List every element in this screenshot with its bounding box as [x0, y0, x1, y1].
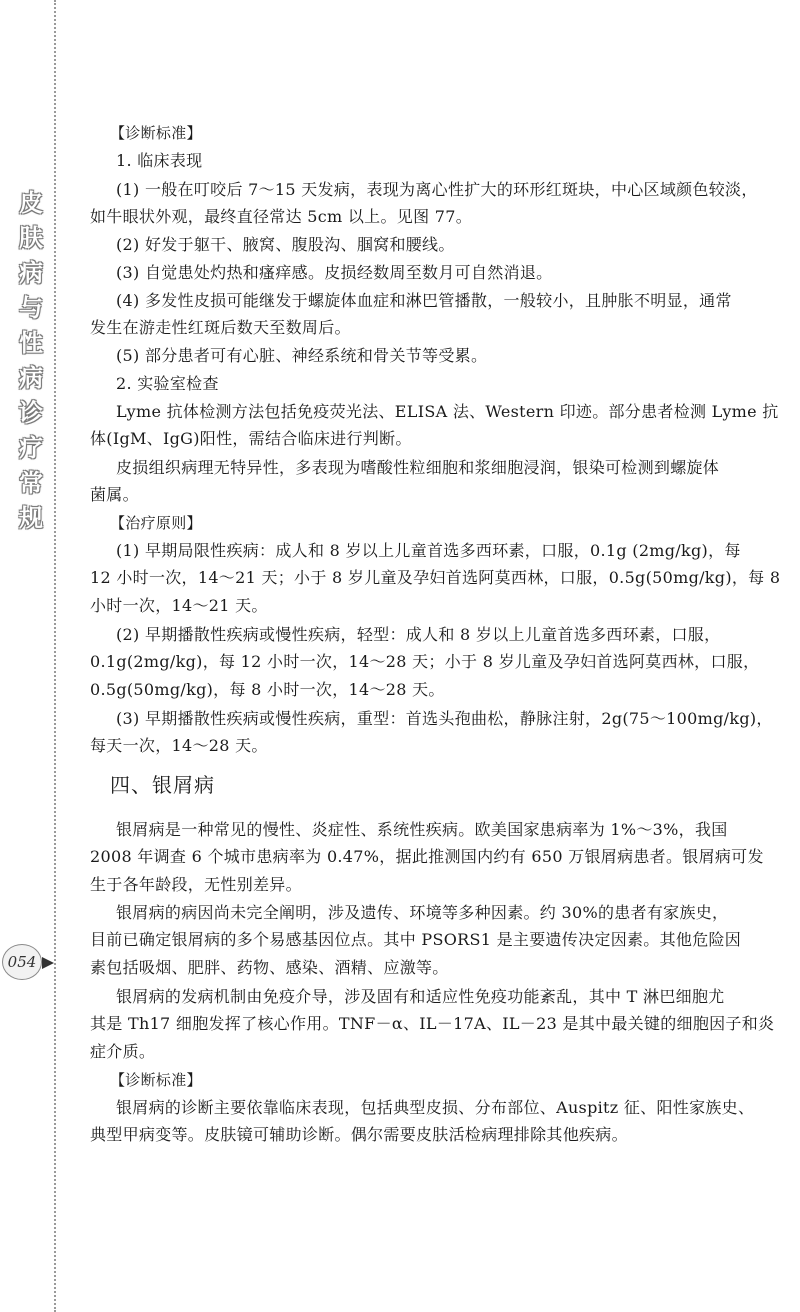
paragraph-line: 体(IgM、IgG)阳性，需结合临床进行判断。 [90, 429, 412, 448]
paragraph-line: 皮损组织病理无特异性，多表现为嗜酸性粒细胞和浆细胞浸润，银染可检测到螺旋体 [116, 458, 720, 477]
page-number: 054 [2, 944, 42, 980]
side-title-char: 疗 [19, 434, 43, 462]
side-title-char: 肤 [19, 224, 43, 252]
paragraph-line: (4) 多发性皮损可能继发于螺旋体血症和淋巴管播散，一般较小，且肿胀不明显，通常 [116, 291, 732, 310]
paragraph-line: 菌属。 [90, 485, 139, 504]
side-title-char: 性 [19, 329, 43, 357]
paragraph-line: 每天一次，14～28 天。 [90, 736, 268, 755]
paragraph-line: 素包括吸烟、肥胖、药物、感染、酒精、应激等。 [90, 958, 449, 977]
paragraph-line: 银屑病是一种常见的慢性、炎症性、系统性疾病。欧美国家患病率为 1%～3%，我国 [116, 820, 728, 839]
paragraph-line: 2008 年调查 6 个城市患病率为 0.47%，据此推测国内约有 650 万银屑病患者。银屑病可发 [90, 847, 764, 866]
paragraph-line: 发生在游走性红斑后数天至数周后。 [90, 318, 351, 337]
chapter-heading-psoriasis: 四、银屑病 [110, 773, 215, 797]
paragraph-line: 银屑病的诊断主要依靠临床表现，包括典型皮损、分布部位、Auspitz 征、阳性家族史、 [116, 1098, 755, 1117]
subheading-clinical: 1. 临床表现 [116, 151, 203, 170]
paragraph-line: 如牛眼状外观，最终直径常达 5cm 以上。见图 77。 [90, 207, 473, 226]
side-title-char: 病 [19, 259, 43, 287]
paragraph-line: (1) 早期局限性疾病：成人和 8 岁以上儿童首选多西环素，口服，0.1g (2mg/kg)，每 [116, 541, 741, 560]
paragraph-line: (2) 好发于躯干、腋窝、腹股沟、腘窝和腰线。 [116, 235, 455, 254]
page-pointer-icon [42, 957, 54, 969]
side-title-char: 规 [19, 504, 43, 532]
section-heading-treatment: 【治疗原则】 [110, 514, 202, 532]
paragraph-line: 0.1g(2mg/kg)，每 12 小时一次，14～28 天；小于 8 岁儿童及孕妇首选阿莫西林，口服， [90, 652, 760, 671]
paragraph-line: 12 小时一次，14～21 天；小于 8 岁儿童及孕妇首选阿莫西林，口服，0.5g(50mg/kg)，每 8 [90, 568, 781, 587]
paragraph-line: 银屑病的发病机制由免疫介导，涉及固有和适应性免疫功能紊乱，其中 T 淋巴细胞尤 [116, 987, 725, 1006]
side-title-char: 与 [19, 294, 43, 322]
side-title-char: 皮 [19, 189, 43, 217]
paragraph-line: 小时一次，14～21 天。 [90, 596, 268, 615]
paragraph-line: 生于各年龄段，无性别差异。 [90, 875, 302, 894]
paragraph-line: 0.5g(50mg/kg)，每 8 小时一次，14～28 天。 [90, 680, 445, 699]
paragraph-line: 其是 Th17 细胞发挥了核心作用。TNF－α、IL－17A、IL－23 是其中最关键的细胞因子和炎 [90, 1014, 775, 1033]
paragraph-line: (1) 一般在叮咬后 7～15 天发病，表现为离心性扩大的环形红斑块，中心区域颜色较淡， [116, 180, 758, 199]
margin-dotted-line [54, 0, 56, 1312]
paragraph-line: (2) 早期播散性疾病或慢性疾病，轻型：成人和 8 岁以上儿童首选多西环素，口服， [116, 625, 721, 644]
side-book-title [14, 188, 48, 538]
paragraph-line: (3) 早期播散性疾病或慢性疾病，重型：首选头孢曲松，静脉注射，2g(75～100mg/kg)， [116, 709, 773, 728]
paragraph-line: 银屑病的病因尚未完全阐明，涉及遗传、环境等多种因素。约 30%的患者有家族史， [116, 903, 729, 922]
section-heading-diagnosis-2: 【诊断标准】 [110, 1071, 202, 1089]
subheading-lab: 2. 实验室检查 [116, 374, 219, 393]
paragraph-line: 症介质。 [90, 1042, 156, 1061]
paragraph-line: (3) 自觉患处灼热和瘙痒感。皮损经数周至数月可自然消退。 [116, 263, 553, 282]
side-title-char: 诊 [19, 399, 43, 427]
side-title-char: 常 [19, 469, 43, 497]
paragraph-line: (5) 部分患者可有心脏、神经系统和骨关节等受累。 [116, 346, 488, 365]
paragraph-line: 典型甲病变等。皮肤镜可辅助诊断。偶尔需要皮肤活检病理排除其他疾病。 [90, 1125, 628, 1144]
section-heading-diagnosis: 【诊断标准】 [110, 124, 202, 142]
paragraph-line: Lyme 抗体检测方法包括免疫荧光法、ELISA 法、Western 印迹。部分患者检测 Lyme 抗 [116, 402, 779, 421]
paragraph-line: 目前已确定银屑病的多个易感基因位点。其中 PSORS1 是主要遗传决定因素。其他危险因 [90, 930, 742, 949]
side-title-char: 病 [19, 364, 43, 392]
